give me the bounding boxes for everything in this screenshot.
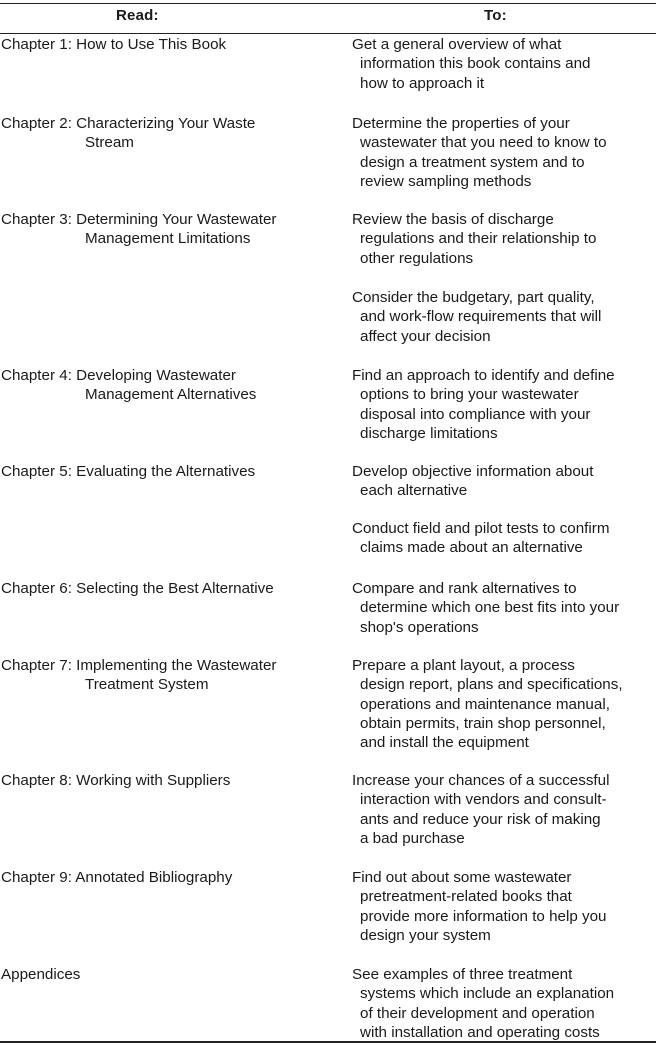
- top-rule: [0, 3, 656, 4]
- read-cell: [1, 366, 256, 405]
- to-line: claims made about an alternative: [360, 539, 583, 557]
- to-line: systems which include an explanation: [360, 985, 615, 1003]
- read-cell: [1, 965, 80, 984]
- read-cell: [1, 868, 232, 887]
- to-line: provide more information to help you: [360, 907, 607, 925]
- read-cell: [1, 210, 276, 249]
- read-cell: [1, 771, 230, 790]
- read-line: Stream: [85, 134, 134, 152]
- to-column-header: To:: [484, 7, 507, 24]
- to-line: Compare and rank alternatives to: [352, 580, 577, 597]
- to-line: design your system: [360, 926, 491, 944]
- bottom-rule: [0, 1041, 656, 1043]
- to-cell: [352, 35, 590, 93]
- read-line: Chapter 5: Evaluating the Alternatives: [1, 463, 256, 480]
- to-line: design report, plans and specifications,: [360, 676, 623, 694]
- to-line: design a treatment system and to: [360, 153, 585, 171]
- read-line: Chapter 8: Working with Suppliers: [1, 772, 231, 789]
- read-line: Chapter 1: How to Use This Book: [1, 36, 227, 53]
- to-cell: [352, 519, 609, 558]
- read-line: Management Alternatives: [85, 386, 257, 404]
- read-line: Chapter 4: Developing Wastewater: [1, 367, 236, 384]
- to-line: Find out about some wastewater: [352, 869, 572, 886]
- to-line: Develop objective information about: [352, 463, 594, 480]
- to-line: Review the basis of discharge: [352, 211, 554, 228]
- to-line: options to bring your wastewater: [360, 386, 579, 404]
- read-cell: [1, 579, 274, 598]
- to-line: interaction with vendors and consult-: [360, 791, 607, 809]
- to-line: Consider the budgetary, part quality,: [352, 289, 595, 306]
- to-line: affect your decision: [360, 327, 491, 345]
- read-cell: [1, 656, 276, 695]
- to-cell: [352, 366, 615, 443]
- to-cell: [352, 771, 609, 848]
- to-cell: [352, 965, 614, 1042]
- read-line: Chapter 3: Determining Your Wastewater: [1, 211, 277, 228]
- to-line: and install the equipment: [360, 734, 529, 752]
- to-line: operations and maintenance manual,: [360, 695, 610, 713]
- read-cell: [1, 462, 255, 481]
- to-cell: [352, 114, 607, 191]
- to-line: Get a general overview of what: [352, 36, 562, 53]
- to-line: Determine the properties of your: [352, 115, 570, 132]
- to-line: with installation and operating costs: [360, 1023, 600, 1041]
- to-line: of their development and operation: [360, 1004, 595, 1022]
- to-line: See examples of three treatment: [352, 966, 573, 983]
- to-cell: [352, 579, 619, 637]
- to-line: shop's operations: [360, 618, 479, 636]
- to-line: Find an approach to identify and define: [352, 367, 615, 384]
- to-line: wastewater that you need to know to: [360, 134, 607, 152]
- to-line: obtain permits, train shop personnel,: [360, 714, 606, 732]
- to-line: how to approach it: [360, 74, 485, 92]
- to-line: ants and reduce your risk of making: [360, 810, 601, 828]
- to-line: determine which one best fits into your: [360, 599, 620, 617]
- to-line: review sampling methods: [360, 172, 532, 190]
- header-rule: [0, 33, 656, 34]
- to-line: Conduct field and pilot tests to confirm: [352, 520, 610, 537]
- read-line: Treatment System: [85, 676, 209, 694]
- to-line: a bad purchase: [360, 829, 465, 847]
- to-cell: [352, 288, 601, 346]
- to-line: disposal into compliance with your: [360, 405, 591, 423]
- to-line: and work-flow requirements that will: [360, 308, 602, 326]
- to-line: discharge limitations: [360, 424, 498, 442]
- to-cell: [352, 656, 623, 752]
- to-cell: [352, 462, 593, 501]
- read-line: Chapter 7: Implementing the Wastewater: [1, 657, 277, 674]
- read-line: Chapter 6: Selecting the Best Alternative: [1, 580, 274, 597]
- to-line: Prepare a plant layout, a process: [352, 657, 575, 674]
- to-line: pretreatment-related books that: [360, 888, 572, 906]
- to-cell: [352, 868, 607, 945]
- read-line: Appendices: [1, 966, 81, 983]
- to-line: each alternative: [360, 482, 468, 500]
- to-line: regulations and their relationship to: [360, 230, 597, 248]
- read-cell: [1, 35, 226, 54]
- to-line: information this book contains and: [360, 55, 591, 73]
- read-column-header: Read:: [116, 7, 159, 24]
- to-line: other regulations: [360, 249, 474, 267]
- read-line: Chapter 9: Annotated Bibliography: [1, 869, 233, 886]
- read-line: Management Limitations: [85, 230, 251, 248]
- read-cell: [1, 114, 255, 153]
- to-cell: [352, 210, 596, 268]
- to-line: Increase your chances of a successful: [352, 772, 610, 789]
- read-line: Chapter 2: Characterizing Your Waste: [1, 115, 256, 132]
